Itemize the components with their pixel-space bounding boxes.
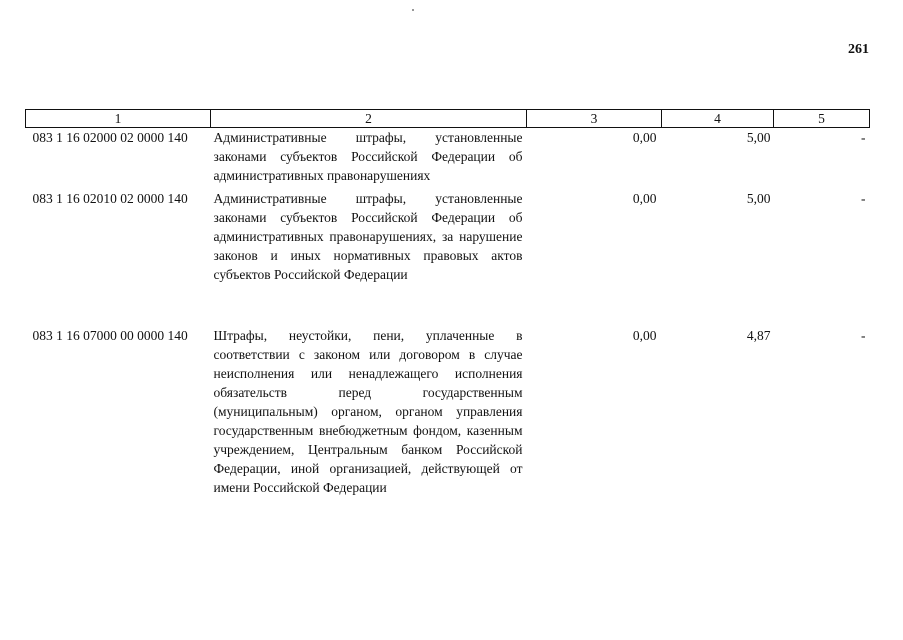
value-col-5: - [861,328,866,343]
table-row [26,326,870,516]
value-col-4: 5,00 [746,191,771,206]
table-body [26,128,870,517]
value-col-3: 0,00 [632,328,657,343]
income-name: Административные штрафы, установленные законами субъектов Российской Федерации об административных правонарушениях [213,130,523,183]
budget-code: 083 1 16 02010 02 0000 140 [32,191,188,206]
header-col-1: 1 [26,110,211,128]
header-col-2: 2 [211,110,527,128]
budget-table [25,109,870,516]
table-header [26,110,870,128]
value-col-4: 5,00 [746,130,771,145]
table-row [26,189,870,326]
table-row [26,128,870,190]
header-row [26,110,870,128]
budget-code: 083 1 16 02000 02 0000 140 [32,130,188,145]
budget-code: 083 1 16 07000 00 0000 140 [32,328,188,343]
scan-speck [412,9,414,11]
header-col-5: 5 [774,110,870,128]
page-number: 261 [848,42,869,57]
income-name: Административные штрафы, установленные законами субъектов Российской Федерации об административных правонарушениях, за нарушение законов и иных нормативных правовых актов субъектов Российской Федерации [213,191,523,282]
value-col-4: 4,87 [746,328,771,343]
income-name: Штрафы, неустойки, пени, уплаченные в соответствии с законом или договором в случае неисполнения или ненадлежащего исполнения обязательств перед государственным (муниципальным) органом, органом управления государственным внебюджетным фондом, казенным учреждением, Центральным банком Российской Федерации, иной организацией, действующей от имени Российской Федерации [213,328,523,495]
value-col-5: - [861,191,866,206]
value-col-5: - [861,130,866,145]
header-col-3: 3 [527,110,662,128]
value-col-3: 0,00 [632,130,657,145]
header-col-4: 4 [662,110,774,128]
value-col-3: 0,00 [632,191,657,206]
